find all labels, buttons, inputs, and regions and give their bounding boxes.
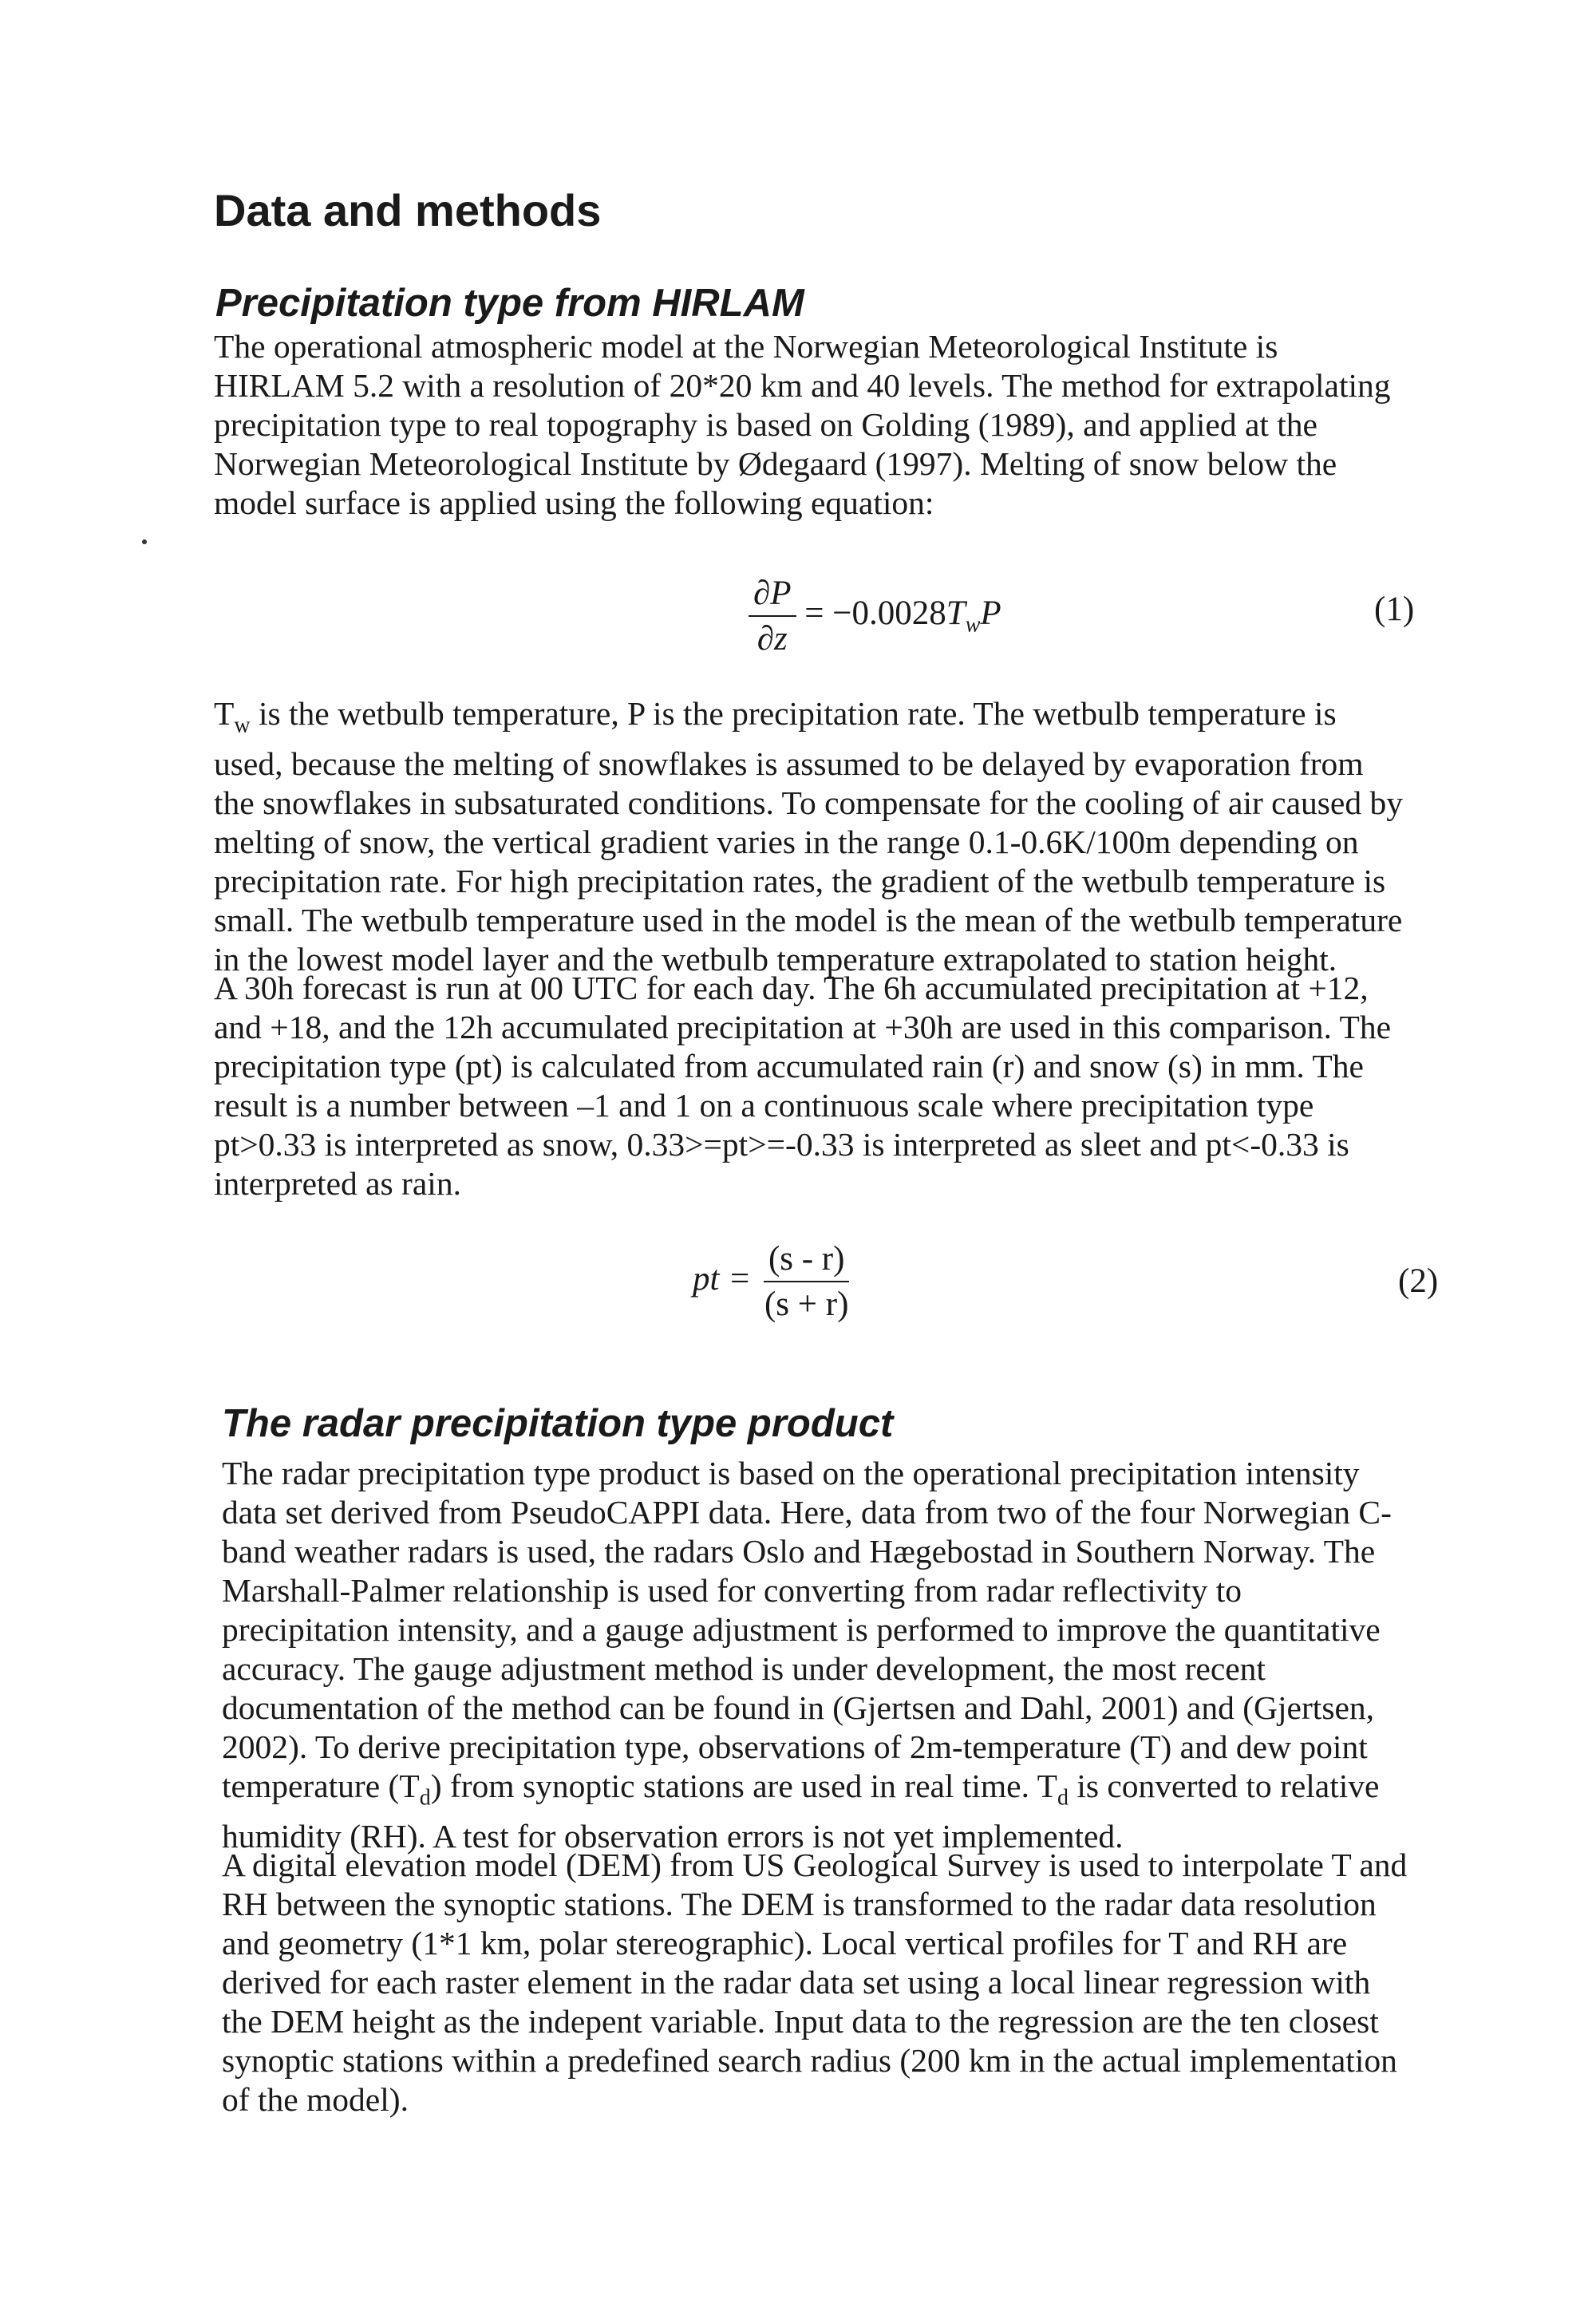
text-line: A 30h forecast is run at 00 UTC for each day. The 6h accumulated precipitation at +12, [214,970,1369,1006]
equation-1-number: (1) [1374,591,1415,628]
equation-1-denominator: ∂z [757,620,788,658]
text-fragment: ) from synoptic stations are used in real time. T [430,1768,1057,1804]
text-line: accuracy. The gauge adjustment method is under development, the most recent [222,1650,1266,1687]
td-subscript: d [1057,1785,1069,1811]
text-line: 2002). To derive precipitation type, observations of 2m-temperature (T) and dew point [222,1728,1368,1765]
equation-1 [749,576,1001,656]
tw-text: is the wetbulb temperature, P is the precipitation rate. The wetbulb temperature is [250,695,1337,732]
speck-mark [142,539,147,544]
text-line: in the lowest model layer and the wetbulb temperature extrapolated to station height. [214,941,1337,978]
equation-2 [693,1242,853,1321]
equation-1-numerator: ∂P [749,576,796,617]
paragraph-radar-intro [222,1454,1441,1856]
text-fragment: is converted to relative [1068,1768,1380,1804]
text-line: Norwegian Meteorological Institute by Ødegaard (1997). Melting of snow below the [214,445,1337,482]
text-fragment: temperature (T [222,1768,420,1804]
text-line [222,1767,1441,1817]
equation-2-fraction [760,1242,853,1321]
text-line: Marshall-Palmer relationship is used for converting from radar reflectivity to [222,1572,1242,1609]
text-line: The radar precipitation type product is based on the operational precipitation intensity [222,1455,1360,1491]
text-line: precipitation rate. For high precipitation rates, the gradient of the wetbulb temperature is [214,863,1386,900]
text-line: derived for each raster element in the radar data set using a local linear regression with [222,1964,1371,2001]
equation-1-rhs-prefix: = −0.0028 [804,594,946,632]
text-line: HIRLAM 5.2 with a resolution of 20*20 km and 40 levels. The method for extrapolating [214,367,1391,404]
text-line: precipitation type to real topography is based on Golding (1989), and applied at the [214,406,1317,443]
equation-1-rhs-var: T [946,594,966,632]
text-line: used, because the melting of snowflakes is assumed to be delayed by evaporation from [214,745,1364,783]
paragraph-forecast [214,969,1439,1203]
text-line: the snowflakes in subsaturated conditions. To compensate for the cooling of air caused by [214,784,1403,822]
equation-2-denominator: (s + r) [764,1286,849,1323]
text-line: the DEM height as the indepent variable. Input data to the regression are the ten closest [222,2003,1379,2040]
paragraph-dem [222,1846,1441,2119]
text-line: data set derived from PseudoCAPPI data. Here, data from two of the four Norwegian C- [222,1494,1392,1531]
equation-2-lhs: pt = [693,1259,752,1298]
tw-symbol: T [214,695,235,732]
paragraph-wetbulb [214,694,1439,979]
equation-2-numerator: (s - r) [764,1242,850,1282]
text-line: small. The wetbulb temperature used in the model is the mean of the wetbulb temperature [214,902,1403,939]
equation-1-fraction [749,576,796,656]
text-line: melting of snow, the vertical gradient varies in the range 0.1-0.6K/100m depending on [214,824,1359,861]
paragraph-hirlam-intro [214,327,1439,523]
text-line: and geometry (1*1 km, polar stereographic). Local vertical profiles for T and RH are [222,1925,1348,1961]
text-line [214,694,1439,745]
equation-2-number: (2) [1398,1262,1439,1300]
text-line: and +18, and the 12h accumulated precipitation at +30h are used in this comparison. The [214,1009,1392,1045]
text-line: synoptic stations within a predefined search radius (200 km in the actual implementation [222,2042,1397,2079]
text-line: precipitation type (pt) is calculated from accumulated rain (r) and snow (s) in mm. The [214,1048,1364,1084]
text-line: result is a number between –1 and 1 on a continuous scale where precipitation type [214,1087,1314,1124]
text-line: humidity (RH). A test for observation errors is not yet implemented. [222,1818,1124,1855]
equation-1-rhs-sub: w [965,612,981,638]
section-title-hirlam: Precipitation type from HIRLAM [215,282,804,325]
text-line: precipitation intensity, and a gauge adjustment is performed to improve the quantitative [222,1611,1381,1648]
text-line: documentation of the method can be found in (Gjertsen and Dahl, 2001) and (Gjertsen, [222,1689,1375,1726]
text-line: of the model). [222,2081,409,2118]
td-subscript: d [419,1785,431,1811]
page-heading: Data and methods [214,185,602,235]
text-line: A digital elevation model (DEM) from US Geological Survey is used to interpolate T and [222,1847,1408,1883]
text-line: band weather radars is used, the radars Oslo and Hægebostad in Southern Norway. The [222,1533,1376,1570]
text-line: The operational atmospheric model at the Norwegian Meteorological Institute is [214,328,1278,365]
equation-1-rhs-suffix: P [980,594,1001,632]
text-line: pt>0.33 is interpreted as snow, 0.33>=pt>=-0.33 is interpreted as sleet and pt<-0.33 is [214,1126,1349,1163]
tw-subscript: w [234,713,251,738]
text-line: RH between the synoptic stations. The DEM is transformed to the radar data resolution [222,1886,1377,1922]
section-title-radar: The radar precipitation type product [222,1402,894,1445]
text-line: model surface is applied using the following equation: [214,484,934,521]
text-line: interpreted as rain. [214,1165,461,1202]
